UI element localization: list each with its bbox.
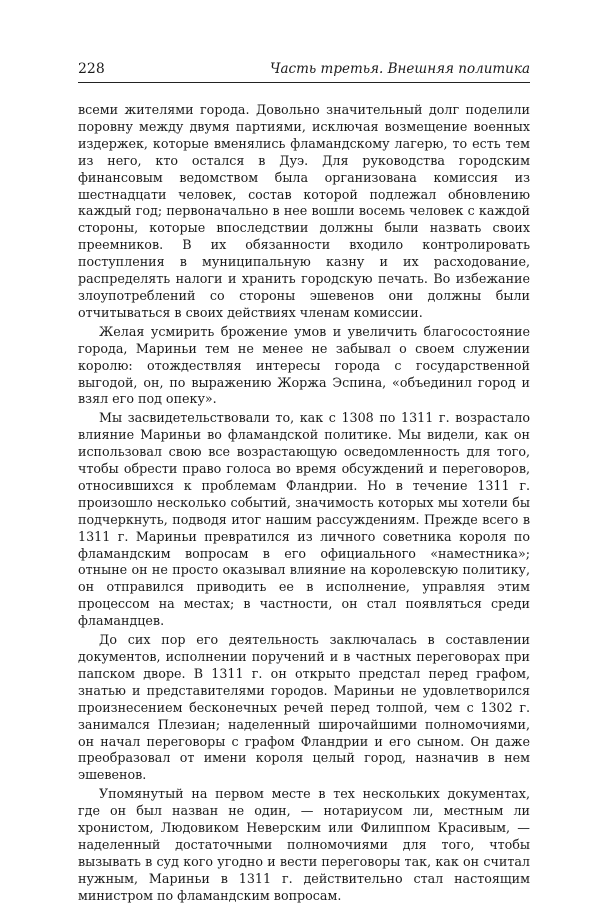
paragraph: Упомянутый на первом месте в тех нескольких документах, где он был назван не один, — нотариусом ли, местным ли хронистом, Людовиком Неверским или Филиппом Красивым, — наделенный достаточными полномочиями для того, чтобы вызывать в суд кого угодно и вести переговоры так, как он считал нужным, Мариньи в 1311 г. действительно стал настоящим министром по фламандским вопросам. bbox=[78, 786, 530, 903]
page-header bbox=[78, 60, 530, 83]
paragraph: Желая усмирить брожение умов и увеличить благосостояние города, Мариньи тем не менее не забывал о своем служении королю: отождествляя интересы города с государственной выгодой, он, по выражению Жоржа Эспина, «объединил город и взял его под опеку». bbox=[78, 323, 530, 407]
body-text bbox=[78, 102, 530, 905]
paragraph: Мы засвидетельствовали то, как с 1308 по 1311 г. возрастало влияние Мариньи во фламандской политике. Мы видели, как он использовал свою все возрастающую осведомленность для того, чтобы обрести право голоса во время обсуждений и переговоров, относившихся к проблемам Фландрии. Но в течение 1311 г. произошло несколько событий, значимость которых мы хотели бы подчеркнуть, подводя итог нашим рассуждениям. Прежде всего в 1311 г. Мариньи превратился из личного советника короля по фламандским вопросам в его официального «наместника»; отныне он не просто оказывал влияние на королевскую политику, он отправился приводить ее в исполнение, управляя этим процессом на местах; в частности, он стал появляться среди фламандцев. bbox=[78, 410, 530, 629]
running-head: Часть третья. Внешняя политика bbox=[270, 61, 530, 77]
page-number: 228 bbox=[78, 61, 105, 77]
paragraph: До сих пор его деятельность заключалась в составлении документов, исполнении поручений и в частных переговорах при папском дворе. В 1311 г. он открыто предстал перед графом, знатью и представителями городов. Мариньи не удовлетворился произнесением бесконечных речей перед толпой, чем с 1302 г. занимался Плезиан; наделенный широчайшими полномочиями, он начал переговоры с графом Фландрии и его сыном. Он даже преобразовал от имени короля целый город, назначив в нем эшевенов. bbox=[78, 632, 530, 783]
paragraph-continued: всеми жителями города. Довольно значительный долг поделили поровну между двумя партиями, исключая возмещение военных издержек, которые вменялись фламандскому лагерю, то есть тем из него, кто остался в Дуэ. Для руководства городским финансовым ведомством была организована комиссия из шестнадцати человек, состав которой подлежал обновлению каждый год; первоначально в нее вошли восемь человек с каждой стороны, которые впоследствии должны были назвать своих преемников. В их обязанности входило контролировать поступления в муниципальную казну и их расходование, распределять налоги и хранить городскую печать. Во избежание злоупотреблений со стороны эшевенов они должны были отчитываться в своих действиях членам комиссии. bbox=[78, 102, 530, 320]
